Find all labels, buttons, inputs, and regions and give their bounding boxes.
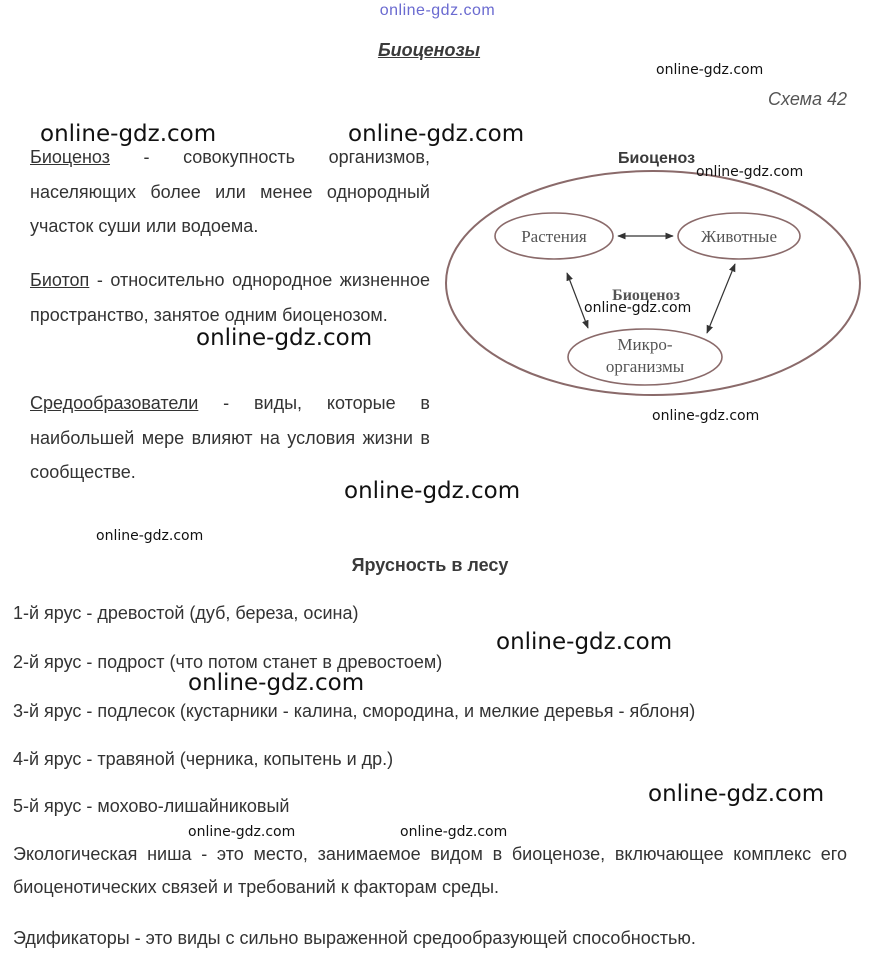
definition-text: - совокупность организмов, населяющих более или менее однородный участок суши или водоема.	[30, 147, 430, 236]
watermark: online-gdz.com	[188, 824, 296, 840]
term-edificators: Эдификаторы	[13, 928, 130, 948]
definition-ecological-niche	[13, 838, 847, 904]
node-microorganisms-label-2: организмы	[605, 357, 685, 376]
term-ecological-niche: Экологическая ниша	[13, 844, 192, 864]
watermark: online-gdz.com	[344, 478, 521, 504]
node-animals-label: Животные	[700, 227, 778, 246]
watermark: online-gdz.com	[584, 300, 692, 316]
watermark: online-gdz.com	[648, 781, 825, 807]
definition-environment-formers	[30, 386, 430, 490]
watermark: online-gdz.com	[40, 121, 217, 147]
term-environment-formers: Средообразователи	[30, 393, 199, 413]
watermark: online-gdz.com	[188, 670, 365, 696]
watermark: online-gdz.com	[196, 325, 373, 351]
site-link[interactable]: online-gdz.com	[379, 2, 496, 19]
scheme-label: Схема 42	[768, 89, 847, 109]
definition-text: - это виды с сильно выраженной средообразующей способностью.	[129, 928, 696, 948]
definition-biocenosis	[30, 140, 430, 244]
watermark: online-gdz.com	[400, 824, 508, 840]
diagram-heading: Биоценоз	[618, 150, 696, 167]
tier-4: 4-й ярус - травяной (черника, копытень и др.)	[13, 749, 394, 769]
term-biocenosis: Биоценоз	[30, 147, 110, 167]
section-title-forest: Ярусность в лесу	[351, 555, 509, 575]
watermark: online-gdz.com	[652, 408, 760, 424]
term-biotope: Биотоп	[30, 270, 90, 290]
tier-3: 3-й ярус - подлесок (кустарники - калина, смородина, и мелкие деревья - яблоня)	[13, 701, 696, 721]
definition-text: - виды, которые в наибольшей мере влияют на условия жизни в сообществе.	[30, 393, 430, 482]
node-microorganisms-label-1: Микро-	[617, 335, 673, 354]
arrow-animals-microorganisms	[707, 264, 735, 333]
watermark: online-gdz.com	[696, 164, 804, 180]
tier-1: 1-й ярус - древостой (дуб, береза, осина)	[13, 603, 359, 623]
tier-5: 5-й ярус - мохово-лишайниковый	[13, 796, 290, 816]
page-title: Биоценозы	[377, 40, 481, 60]
definition-text: - относительно однородное жизненное пространство, занятое одним биоценозом.	[30, 270, 430, 325]
diagram-center-label: Биоценоз	[612, 287, 680, 304]
watermark: online-gdz.com	[96, 528, 204, 544]
node-plants-label: Растения	[521, 227, 587, 246]
definition-text: - это место, занимаемое видом в биоценозе, включающее комплекс его биоценотических связей и требований к факторам среды.	[13, 844, 847, 897]
definition-biotope	[30, 263, 430, 332]
watermark: online-gdz.com	[348, 121, 525, 147]
tier-2: 2-й ярус - подрост (что потом станет в древостоем)	[13, 652, 443, 672]
watermark: online-gdz.com	[496, 629, 673, 655]
definition-edificators	[13, 922, 847, 955]
watermark: online-gdz.com	[656, 62, 764, 78]
biocenosis-diagram	[440, 140, 870, 410]
